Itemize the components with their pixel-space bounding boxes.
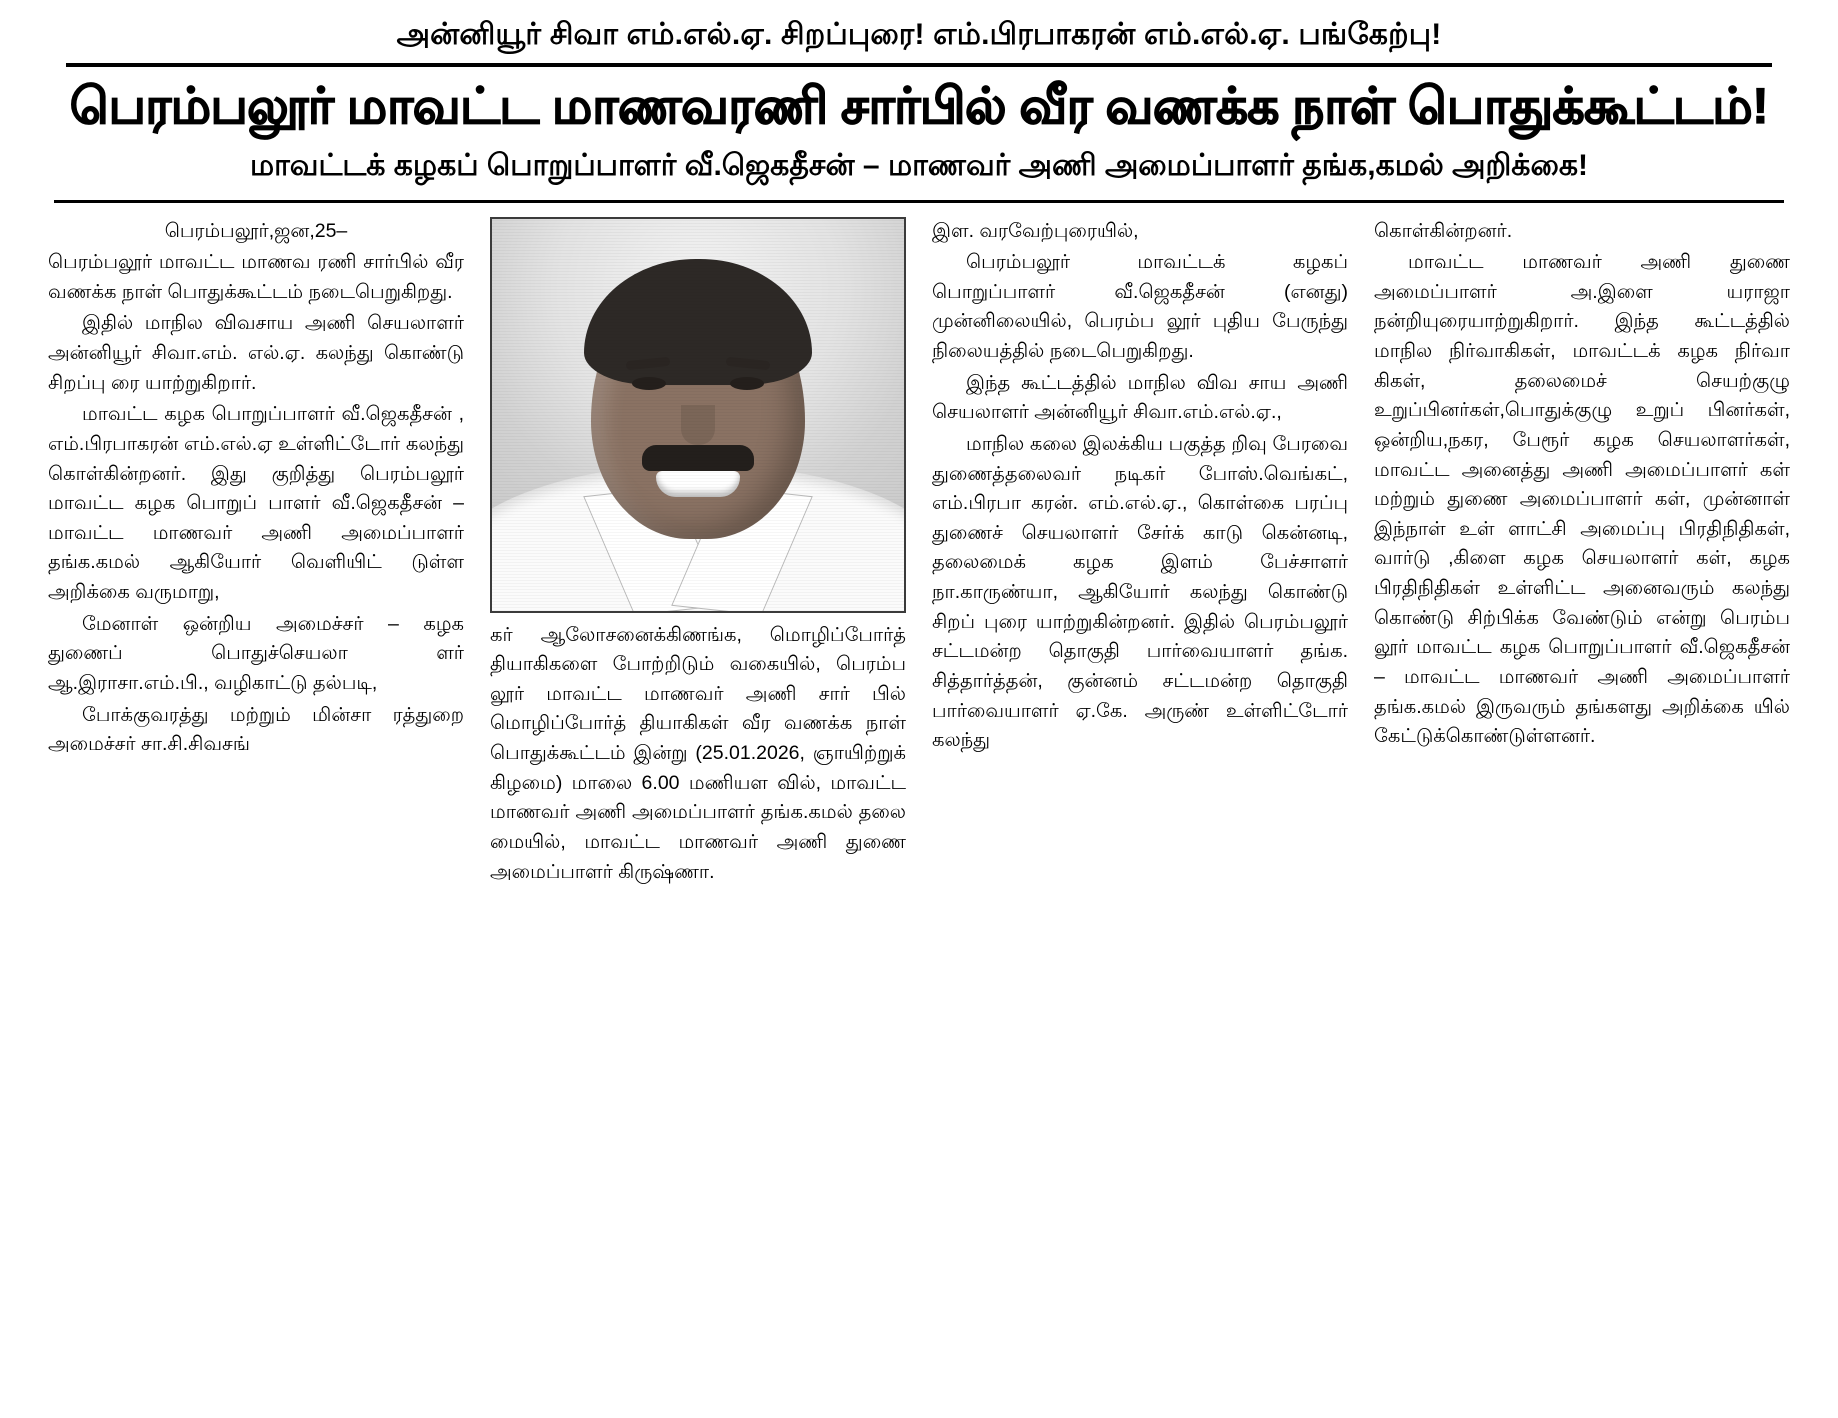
paragraph: போக்குவரத்து மற்றும் மின்சா ரத்துறை அமைச்சர் சா.சி.சிவசங்: [48, 703, 464, 756]
article-column-2: [490, 217, 906, 890]
paragraph: இந்த கூட்டத்தில் மாநில விவ சாய அணி செயலாளர் அன்னியூர் சிவா.எம்.எல்.ஏ.,: [932, 371, 1348, 424]
paragraph: பெரம்பலூர் மாவட்டக் கழகப் பொறுப்பாளர் வீ.ஜெகதீசன் (எனது) முன்னிலையில், பெரம்ப லூர் புதிய பேருந்து நிலையத்தில் நடைபெறுகிறது.: [932, 251, 1348, 362]
photo-wrap: [490, 217, 906, 613]
paragraph: மாவட்ட மாணவர் அணி துணை அமைப்பாளர் அ.இளை யராஜா நன்றியுரையாற்றுகிறார். இந்த கூட்டத்தில் மாநில நிர்வாகிகள், மாவட்டக் கழக நிர்வா கிகள், தலைமைச் செயற்குழு உறுப்பினர்கள்,பொதுக்குழு உறுப் பினர்கள், ஒன்றிய,நகர, பேரூர் கழக செயலாளர்கள், மாவட்ட அனைத்து அணி அமைப்பாளர் கள் மற்றும் துணை அமைப்பாளர் கள், முன்னாள் இந்நாள் உள் ளாட்சி அமைப்பு பிரதிநிதிகள், வார்டு ,கிளை கழக செயலாளர் கள், கழக பிரதிநிதிகள் உள்ளிட்ட அனைவரும் கலந்து கொண்டு சிற்பிக்க வேண்டும் என்று பெரம்ப லூர் மாவட்ட கழக பொறுப்பாளர் வீ.ஜெகதீசன் – மாவட்ட மாணவர் அணி அமைப்பாளர் தங்க.கமல் இருவரும் தங்களது அறிக்கை யில் கேட்டுக்கொண்டுள்ளனர்.: [1374, 251, 1790, 748]
divider-thick: [66, 63, 1772, 67]
paragraph: மாவட்ட கழக பொறுப்பாளர் வீ.ஜெகதீசன் , எம்.பிரபாகரன் எம்.எல்.ஏ உள்ளிட்டோர் கலந்து கொள்கின்றனர். இது குறித்து பெரம்பலூர் மாவட்ட கழக பொறுப் பாளர் வீ.ஜெகதீசன் – மாவட்ட மாணவர் அணி அமைப்பாளர் தங்க.கமல் ஆகியோர் வெளியிட் டுள்ள அறிக்கை வருமாறு,: [48, 403, 464, 603]
article-columns: [48, 217, 1790, 1287]
article-column-4: [1374, 217, 1790, 754]
paragraph: இதில் மாநில விவசாய அணி செயலாளர் அன்னியூர் சிவா.எம். எல்.ஏ. கலந்து கொண்டு சிறப்பு ரை யாற்றுகிறார்.: [48, 312, 464, 394]
kicker-line: அன்னியூர் சிவா எம்.எல்.ஏ. சிறப்புரை! எம்.பிரபாகரன் எம்.எல்.ஏ. பங்கேற்பு!: [396, 18, 1442, 51]
article-column-1: [48, 217, 464, 762]
paragraph: கர் ஆலோசனைக்கிணங்க, மொழிப்போர்த் தியாகிகளை போற்றிடும் வகையில், பெரம்ப லூர் மாவட்ட மாணவர் அணி சார் பில் மொழிப்போர்த் தியாகிகள் வீர வணக்க நாள் பொதுக்கூட்டம் இன்று (25.01.2026, ஞாயிற்றுக் கிழமை) மாலை 6.00 மணியள வில், மாவட்ட மாணவர் அணி அமைப்பாளர் தங்க.கமல் தலை மையில், மாவட்ட மாணவர் அணி துணை அமைப்பாளர் கிருஷ்ணா.: [490, 623, 906, 883]
paragraph: மாநில கலை இலக்கிய பகுத்த றிவு பேரவை துணைத்தலைவர் நடிகர் போஸ்.வெங்கட், எம்.பிரபா கரன். எம்.எல்.ஏ., கொள்கை பரப்பு துணைச் செயலாளர் சேர்க் காடு கென்னடி, தலைமைக் கழக இளம் பேச்சாளர் நா.காருண்யா, ஆகியோர் கலந்து கொண்டு சிறப் புரை யாற்றுகின்றனர். இதில் பெரம்பலூர் சட்டமன்ற தொகுதி பார்வையாளர் தங்க. சித்தார்த்தன், குன்னம் சட்டமன்ற தொகுதி பார்வையாளர் ஏ.கே. அருண் உள்ளிட்டோர் கலந்து: [932, 432, 1348, 752]
photo-halftone-grain: [492, 219, 904, 611]
paragraph: மேனாள் ஒன்றிய அமைச்சர் – கழக துணைப் பொதுச்செயலா ளர் ஆ.இராசா.எம்.பி., வழிகாட்டு தல்படி,: [48, 612, 464, 694]
headline: பெரம்பலூர் மாவட்ட மாணவரணி சார்பில் வீர வணக்க நாள் பொதுக்கூட்டம்!: [69, 77, 1769, 134]
paragraph: பெரம்பலூர் மாவட்ட மாணவ ரணி சார்பில் வீர வணக்க நாள் பொதுக்கூட்டம் நடைபெறுகிறது.: [48, 251, 464, 303]
paragraph: இள. வரவேற்புரையில்,: [932, 219, 1139, 242]
article-column-3: [932, 217, 1348, 758]
subheadline: மாவட்டக் கழகப் பொறுப்பாளர் வீ.ஜெகதீசன் – மாணவர் அணி அமைப்பாளர் தங்க,கமல் அறிக்கை!: [249, 148, 1589, 182]
dateline: பெரம்பலூர்,ஜன,25–: [164, 219, 348, 242]
divider-thin: [54, 200, 1784, 203]
paragraph: கொள்கின்றனர்.: [1374, 219, 1513, 242]
politician-portrait-photo: [490, 217, 906, 613]
